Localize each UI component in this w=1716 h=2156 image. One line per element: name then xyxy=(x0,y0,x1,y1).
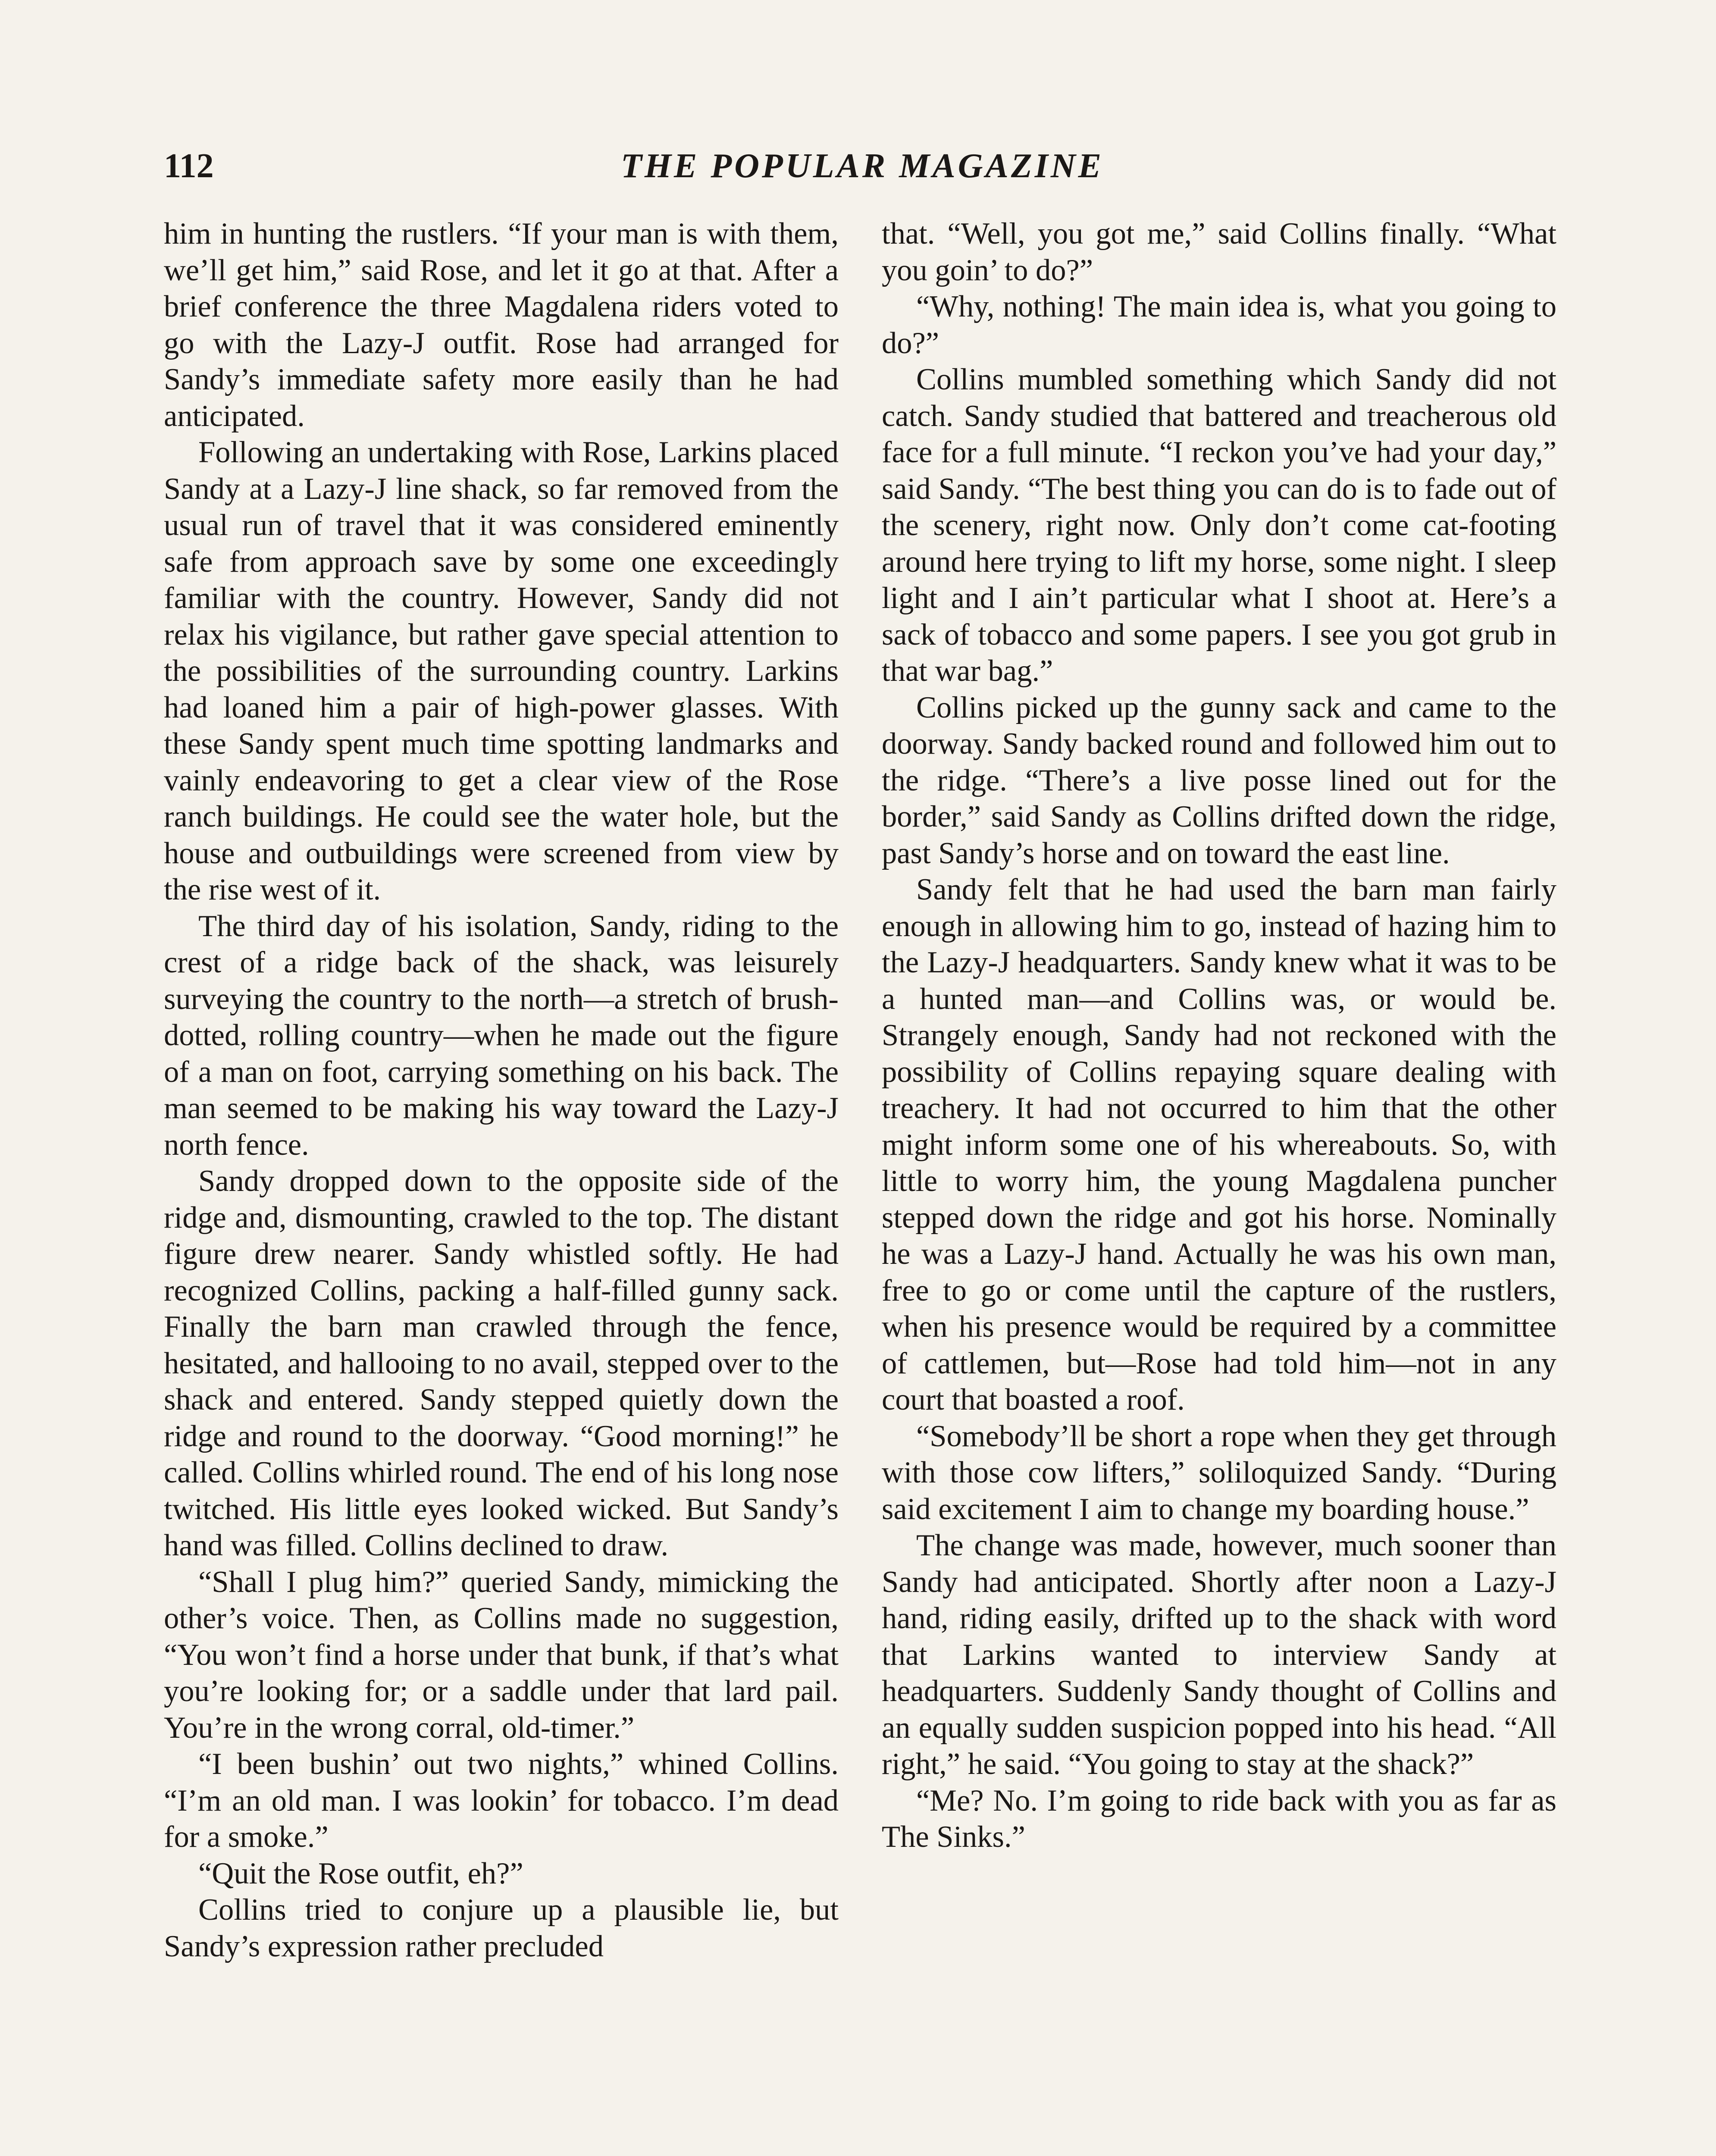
paragraph: “Why, nothing! The main idea is, what you going to do?” xyxy=(882,290,1556,360)
paragraph: “I been bushin’ out two nights,” whined Collins. “I’m an old man. I was lookin’ for tobacco. I’m dead for a smoke.” xyxy=(164,1747,839,1854)
paragraph: “Shall I plug him?” queried Sandy, mimicking the other’s voice. Then, as Collins made no suggestion, “You won’t find a horse under that bunk, if that’s what you’re looking for; or a saddle under that lard pail. You’re in the wrong corral, old-timer.” xyxy=(164,1565,839,1745)
paragraph: Sandy dropped down to the opposite side of the ridge and, dismounting, crawled to the top. The distant figure drew nearer. Sandy whistled softly. He had recognized Collins, packing a half-filled gunny sack. Finally the barn man crawled through the fence, hesitated, and hallooing to no avail, stepped over to the shack and entered. Sandy stepped quietly down the ridge and round to the doorway. “Good morning!” he called. Collins whirled round. The end of his long nose twitched. His little eyes looked wicked. But Sandy’s hand was filled. Collins declined to draw. xyxy=(164,1164,839,1562)
paragraph: Following an undertaking with Rose, Larkins placed Sandy at a Lazy-J line shack, so far removed from the usual run of travel that it was considered eminently safe from approach save by some one exceedingly familiar with the country. However, Sandy did not relax his vigilance, but rather gave special attention to the possibilities of the surrounding country. Larkins had loaned him a pair of high-power glasses. With these Sandy spent much time spotting landmarks and vainly endeavoring to get a clear view of the Rose ranch buildings. He could see the water hole, but the house and outbuildings were screened from view by the rise west of it. xyxy=(164,436,839,906)
paragraph: “Quit the Rose outfit, eh?” xyxy=(198,1856,523,1890)
paragraph: Collins picked up the gunny sack and came to the doorway. Sandy backed round and followed him out to the ridge. “There’s a live posse lined out for the border,” said Sandy as Collins drifted down the ridge, past Sandy’s horse and on toward the east line. xyxy=(882,690,1556,870)
paragraph: Collins tried to conjure up a plausible lie, but Sandy’s expression rather precluded xyxy=(164,1893,839,1963)
page-number: 112 xyxy=(164,147,214,185)
right-column xyxy=(882,216,1556,1855)
left-column xyxy=(164,216,839,1965)
paragraph: The change was made, however, much sooner than Sandy had anticipated. Shortly after noon a Lazy-J hand, riding easily, drifted up to the shack with word that Larkins wanted to interview Sandy at headquarters. Suddenly Sandy thought of Collins and an equally sudden suspicion popped into his head. “All right,” he said. “You going to stay at the shack?” xyxy=(882,1529,1556,1781)
running-title: THE POPULAR MAGAZINE xyxy=(620,147,1104,185)
paragraph: that. “Well, you got me,” said Collins finally. “What you goin’ to do?” xyxy=(882,217,1556,287)
paragraph: “Somebody’ll be short a rope when they get through with those cow lifters,” soliloquized Sandy. “During said excitement I aim to change my boarding house.” xyxy=(882,1419,1556,1526)
paragraph: “Me? No. I’m going to ride back with you as far as The Sinks.” xyxy=(882,1783,1556,1854)
page-header xyxy=(164,142,1561,194)
paragraph: Sandy felt that he had used the barn man fairly enough in allowing him to go, instead of hazing him to the Lazy-J headquarters. Sandy knew what it was to be a hunted man—and Collins was, or would be. Strangely enough, Sandy had not reckoned with the possibility of Collins repaying square dealing with treachery. It had not occurred to him that the other might inform some one of his whereabouts. So, with little to worry him, the young Magdalena puncher stepped down the ridge and got his horse. Nominally he was a Lazy-J hand. Actually he was his own man, free to go or come until the capture of the rustlers, when his presence would be required by a committee of cattlemen, but—Rose had told him—not in any court that boasted a roof. xyxy=(882,873,1556,1416)
paragraph: Collins mumbled something which Sandy did not catch. Sandy studied that battered and treacherous old face for a full minute. “I reckon you’ve had your day,” said Sandy. “The best thing you can do is to fade out of the scenery, right now. Only don’t come cat-footing around here trying to lift my horse, some night. I sleep light and I ain’t particular what I shoot at. Here’s a sack of tobacco and some papers. I see you got grub in that war bag.” xyxy=(882,363,1556,688)
paragraph: him in hunting the rustlers. “If your man is with them, we’ll get him,” said Rose, and let it go at that. After a brief conference the three Magdalena riders voted to go with the Lazy-J outfit. Rose had arranged for Sandy’s immediate safety more easily than he had anticipated. xyxy=(164,217,839,433)
paragraph: The third day of his isolation, Sandy, riding to the crest of a ridge back of the shack, was leisurely surveying the country to the north—a stretch of brush-dotted, rolling country—when he made out the figure of a man on foot, carrying something on his back. The man seemed to be making his way toward the Lazy-J north fence. xyxy=(164,909,839,1162)
